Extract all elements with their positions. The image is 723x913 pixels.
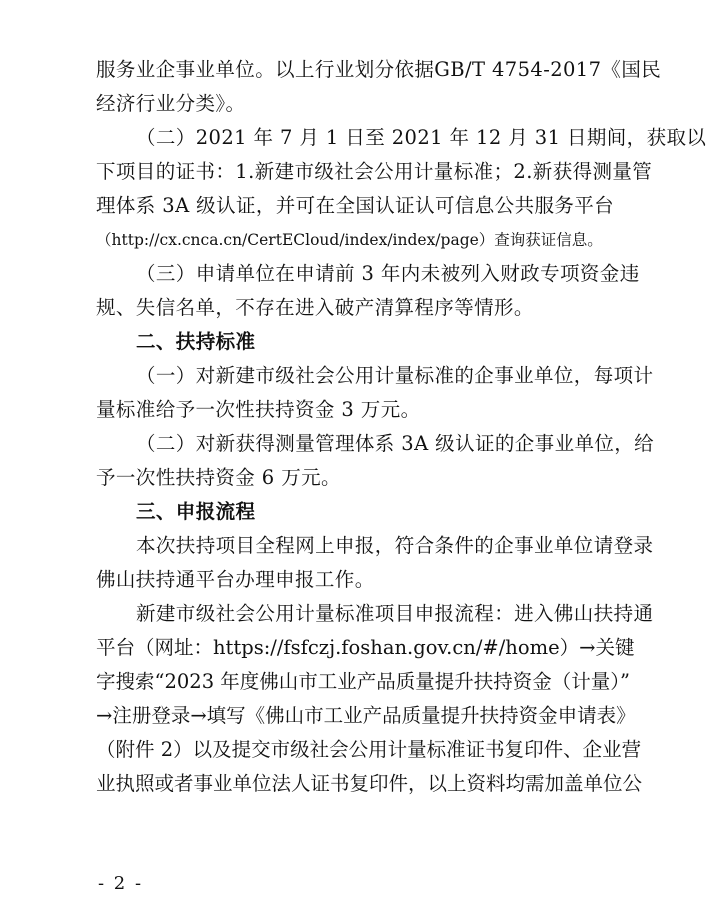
body-text-line: （一）对新建市级社会公用计量标准的企事业单位，每项计 <box>136 364 654 387</box>
body-text-line: 下项目的证书：1.新建市级社会公用计量标准；2.新获得测量管 <box>96 160 653 183</box>
body-text-line: 予一次性扶持资金 6 万元。 <box>96 466 341 489</box>
body-text-line: 规、失信名单，不存在进入破产清算程序等情形。 <box>96 296 534 319</box>
body-text-line: 业执照或者事业单位法人证书复印件，以上资料均需加盖单位公 <box>96 772 643 795</box>
body-text-line: （附件 2）以及提交市级社会公用计量标准证书复印件、企业营 <box>96 738 642 761</box>
body-text-line: 平台（网址：https://fsfczj.foshan.gov.cn/#/home）→关键 <box>96 636 635 659</box>
section-heading: 二、扶持标准 <box>136 330 256 353</box>
body-text-line: （http://cx.cnca.cn/CertECloud/index/index/page）查询获证信息。 <box>96 231 603 249</box>
body-text-line: 量标准给予一次性扶持资金 3 万元。 <box>96 398 421 421</box>
page-number: - 2 - <box>98 873 144 894</box>
body-text-line: 服务业企事业单位。以上行业划分依据GB/T 4754-2017《国民 <box>96 58 662 81</box>
body-text-line: 本次扶持项目全程网上申报，符合条件的企事业单位请登录 <box>136 534 654 557</box>
body-text-line: 新建市级社会公用计量标准项目申报流程：进入佛山扶持通 <box>136 602 654 625</box>
body-text-line: →注册登录→填写《佛山市工业产品质量提升扶持资金申请表》 <box>96 704 636 727</box>
body-text-line: 字搜索“2023 年度佛山市工业产品质量提升扶持资金（计量）” <box>96 670 631 693</box>
body-text-line: （二）对新获得测量管理体系 3A 级认证的企事业单位，给 <box>136 432 655 455</box>
body-text-line: 经济行业分类》。 <box>96 92 246 115</box>
body-text-line: 理体系 3A 级认证，并可在全国认证认可信息公共服务平台 <box>96 194 615 217</box>
body-text-line: 佛山扶持通平台办理申报工作。 <box>96 568 375 591</box>
body-text-line: （三）申请单位在申请前 3 年内未被列入财政专项资金违 <box>136 262 640 285</box>
body-text-line: （二）2021 年 7 月 1 日至 2021 年 12 月 31 日期间，获取以 <box>136 126 707 149</box>
section-heading: 三、申报流程 <box>136 500 256 523</box>
